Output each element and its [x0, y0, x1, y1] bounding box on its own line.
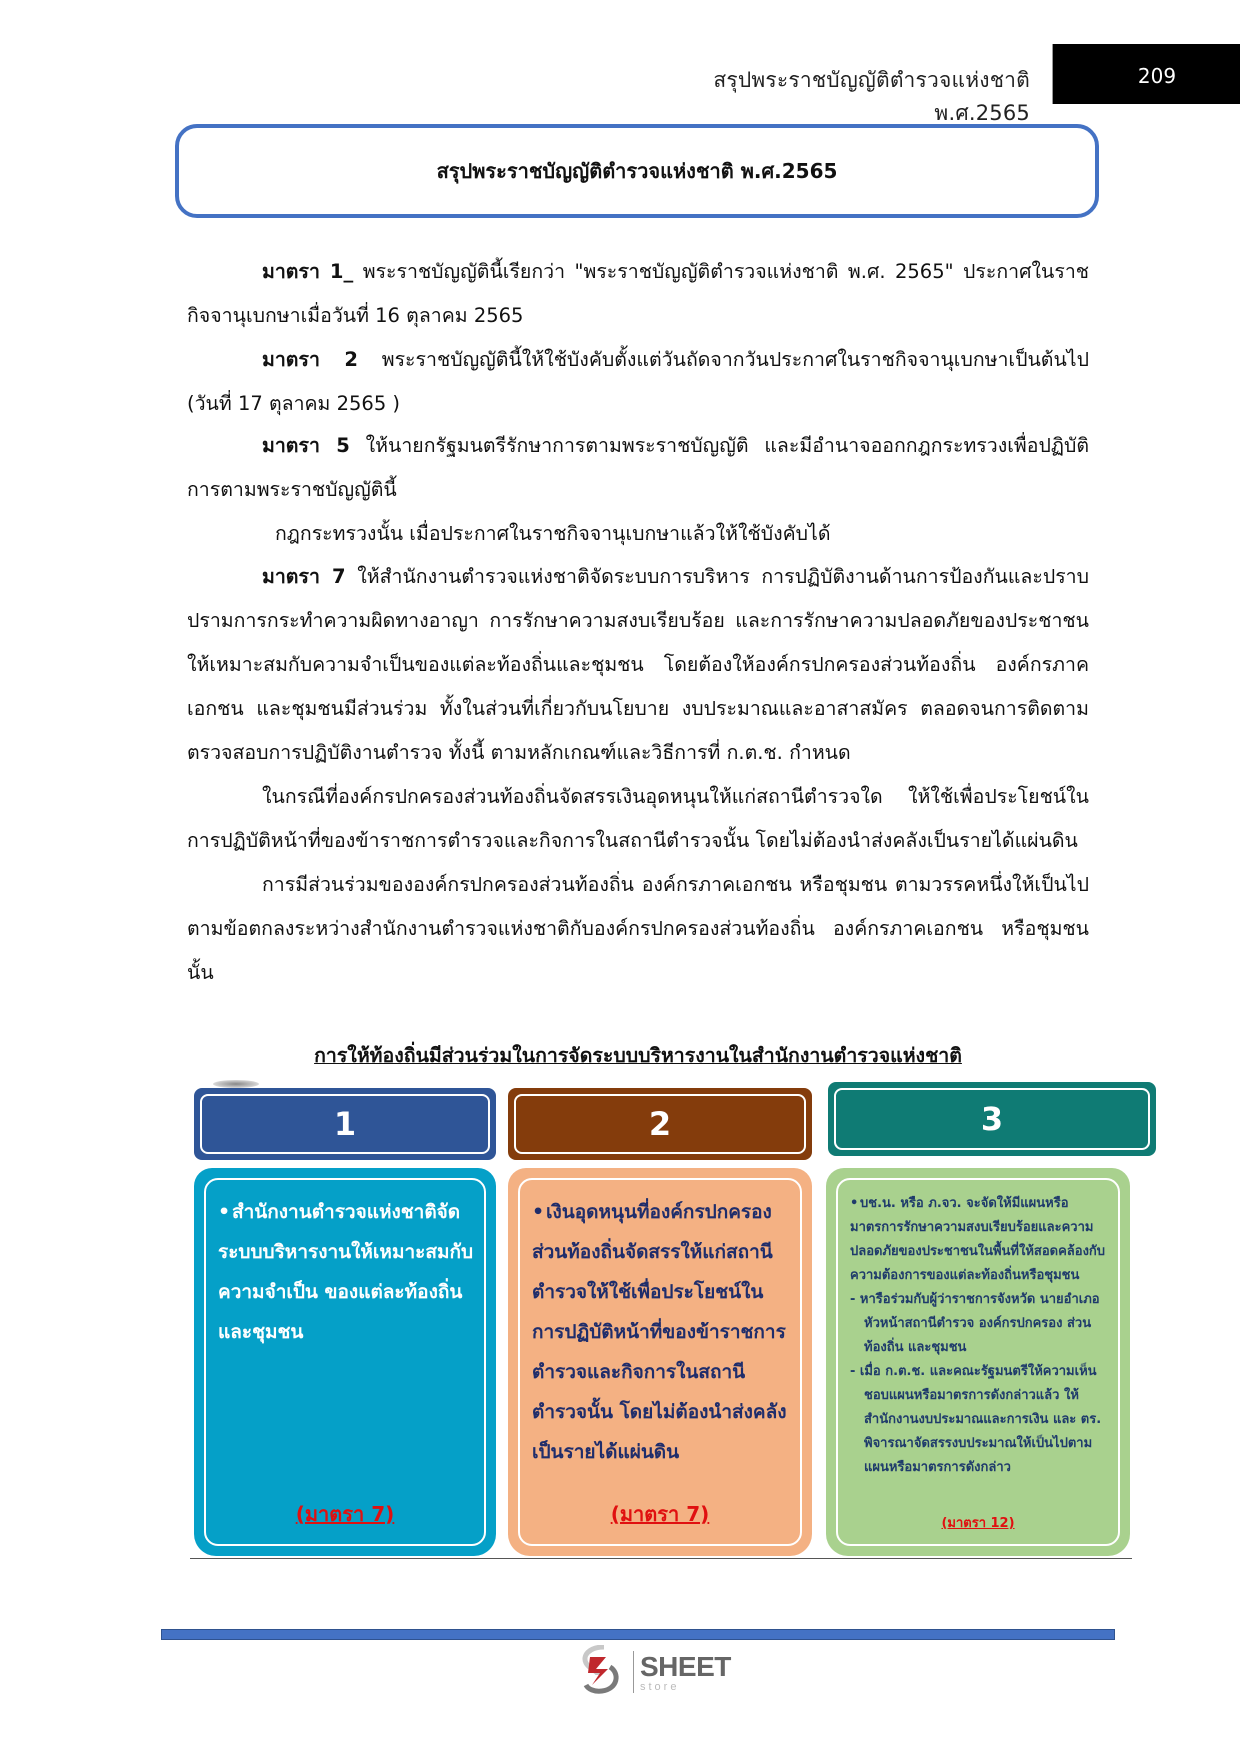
sheet-store-logo-icon [576, 1645, 632, 1695]
section-paragraph: การมีส่วนร่วมขององค์กรปกครองส่วนท้องถิ่น องค์กรภาคเอกชน หรือชุมชน ตามวรรคหนึ่งให้เป็นไปตามข้อตกลงระหว่างสำนักงานตำรวจแห่งชาติกับองค์กรปกครองส่วนท้องถิ่น องค์กรภาคเอกชน หรือชุมชนนั้น [187, 873, 1089, 984]
section-label: มาตรา 7 [262, 565, 346, 588]
card-sub-item: - เมื่อ ก.ต.ช. และคณะรัฐมนตรีให้ความเห็นชอบแผนหรือมาตรการดังกล่าวแล้ว ให้สำนักงานงบประมาณและการเงิน และ ตร. พิจารณาจัดสรรงบประมาณให้เป็นไปตามแผนหรือมาตรการดังกล่าว [850, 1364, 1102, 1475]
law-reference: (มาตรา 7) [295, 1502, 395, 1526]
decorative-shadow [213, 1080, 259, 1088]
bullet-icon: • [218, 1201, 231, 1223]
footer-bar [161, 1629, 1115, 1640]
card-sub-item: - หารือร่วมกับผู้ว่าราชการจังหวัด นายอำเภอ หัวหน้าสถานีตำรวจ องค์กรปกครอง ส่วนท้องถิ่น และชุมชน [850, 1292, 1100, 1355]
column-2-header [508, 1088, 812, 1160]
section-text: ให้นายกรัฐมนตรีรักษาการตามพระราชบัญญัติ และมีอำนาจออกกฎกระทรวงเพื่อปฏิบัติการตามพระราชบัญญัตินี้ [187, 434, 1089, 501]
section-label: มาตรา 5 [262, 434, 350, 457]
card-bullet-text: เงินอุดหนุนที่องค์กรปกครองส่วนท้องถิ่นจัดสรรให้แก่สถานีตำรวจให้ใช้เพื่อประโยชน์ในการปฏิบัติหน้าที่ของข้าราชการตำรวจและกิจการในสถานีตำรวจนั้น โดยไม่ต้องนำส่งคลังเป็นรายได้แผ่นดิน [532, 1201, 787, 1463]
column-number: 3 [834, 1088, 1150, 1150]
section-label: มาตรา 1_ [262, 260, 354, 283]
law-reference: (มาตรา 12) [941, 1516, 1015, 1531]
section-5 [187, 424, 1089, 556]
column-number: 2 [514, 1094, 806, 1154]
law-reference: (มาตรา 7) [610, 1502, 710, 1526]
column-3-card [826, 1168, 1130, 1556]
bullet-icon: • [850, 1196, 859, 1211]
document-title: สรุปพระราชบัญญัติตำรวจแห่งชาติ พ.ศ.2565 [436, 159, 838, 183]
section-text: ให้สำนักงานตำรวจแห่งชาติจัดระบบการบริหาร การปฏิบัติงานด้านการป้องกันและปราบปรามการกระทำความผิดทางอาญา การรักษาความสงบเรียบร้อย และการรักษาความปลอดภัยของประชาชนให้เหมาะสมกับความจำเป็นของแต่ละท้องถิ่นและชุมชน โดยต้องให้องค์กรปกครองส่วนท้องถิ่น องค์กรภาคเอกชน และชุมชนมีส่วนร่วม ทั้งในส่วนที่เกี่ยวกับนโยบาย งบประมาณและอาสาสมัคร ตลอดจนการติดตามตรวจสอบการปฏิบัติงานตำรวจ ทั้งนี้ ตามหลักเกณฑ์และวิธีการที่ ก.ต.ช. กำหนด [187, 565, 1090, 764]
section-extra: กฎกระทรวงนั้น เมื่อประกาศในราชกิจจานุเบกษาแล้วให้ใช้บังคับได้ [275, 522, 831, 545]
section-paragraph: ในกรณีที่องค์กรปกครองส่วนท้องถิ่นจัดสรรเงินอุดหนุนให้แก่สถานีตำรวจใด ให้ใช้เพื่อประโยชน์ในการปฏิบัติหน้าที่ของข้าราชการตำรวจและกิจการในสถานีตำรวจนั้น โดยไม่ต้องนำส่งคลังเป็นรายได้แผ่นดิน [187, 785, 1089, 852]
page-number: 209 [1137, 64, 1177, 88]
section-text: พระราชบัญญัตินี้เรียกว่า "พระราชบัญญัติตำรวจแห่งชาติ พ.ศ. 2565" ประกาศในราชกิจจานุเบกษาเมื่อวันที่ 16 ตุลาคม 2565 [187, 260, 1090, 327]
column-2-card [508, 1168, 812, 1556]
section-label: มาตรา 2 [262, 348, 358, 371]
bullet-icon: • [532, 1201, 545, 1223]
section-text: พระราชบัญญัตินี้ให้ใช้บังคับตั้งแต่วันถัดจากวันประกาศในราชกิจจานุเบกษาเป็นต้นไป (วันที่ 17 ตุลาคม 2565 ) [187, 348, 1089, 415]
running-header-title: สรุปพระราชบัญญัติตำรวจแห่งชาติ พ.ศ.2565 [713, 68, 1030, 125]
section-7 [187, 555, 1089, 995]
document-title-box [175, 124, 1099, 218]
logo-wordmark: SHEET [640, 1651, 731, 1682]
diagram-title: การให้ท้องถิ่นมีส่วนร่วมในการจัดระบบบริหารงานในสำนักงานตำรวจแห่งชาติ [314, 1044, 962, 1067]
section-1 [187, 250, 1089, 338]
logo-divider [633, 1651, 634, 1693]
logo-subtext: store [640, 1681, 680, 1693]
section-2 [187, 338, 1089, 426]
column-1-header [194, 1088, 496, 1160]
column-3-header [828, 1082, 1156, 1156]
card-bullet-text: สำนักงานตำรวจแห่งชาติจัดระบบบริหารงานให้เหมาะสมกับความจำเป็น ของแต่ละท้องถิ่นและชุมชน [218, 1201, 474, 1343]
column-1-card [194, 1168, 496, 1556]
diagram-baseline [190, 1558, 1132, 1559]
column-number: 1 [200, 1094, 490, 1154]
card-bullet-text: บช.น. หรือ ภ.จว. จะจัดให้มีแผนหรือมาตรการรักษาความสงบเรียบร้อยและความปลอดภัยของประชาชนในพื้นที่ให้สอดคล้องกับความต้องการของแต่ละท้องถิ่นหรือชุมชน [850, 1196, 1106, 1283]
